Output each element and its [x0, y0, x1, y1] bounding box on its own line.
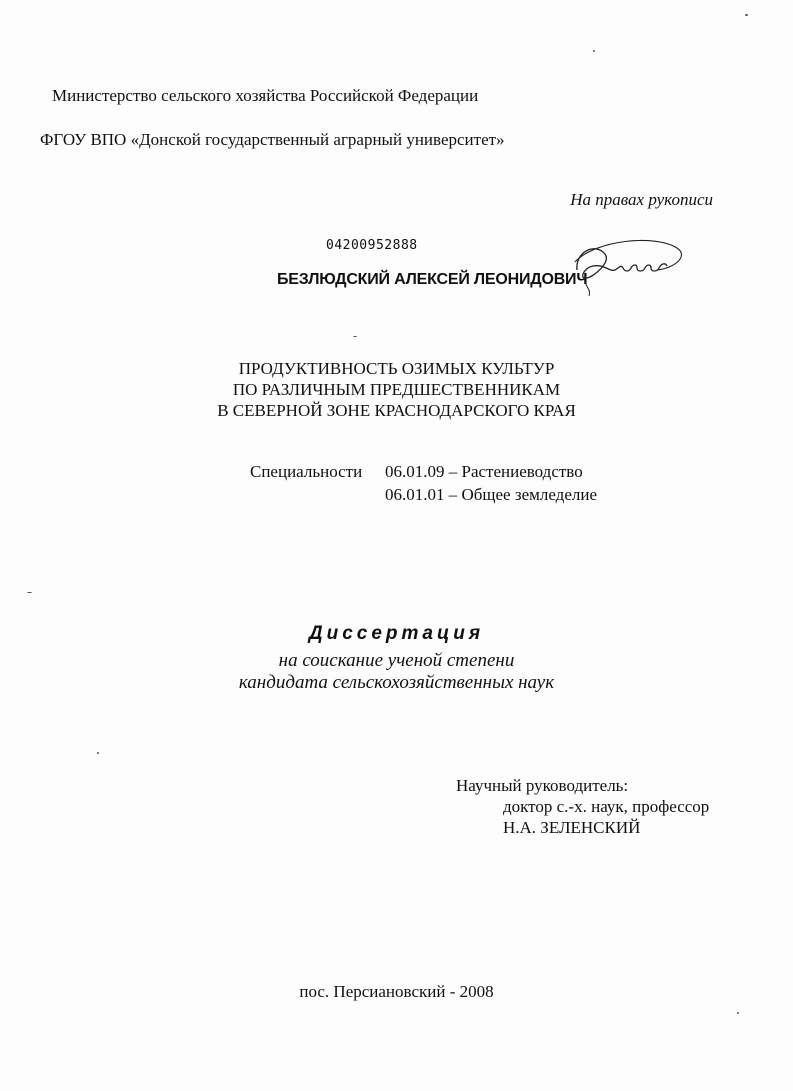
stamp-number: 04200952888	[326, 238, 418, 253]
specialty-2: 06.01.01 – Общее земледелие	[385, 485, 598, 504]
author-name: БЕЗЛЮДСКИЙ АЛЕКСЕЙ ЛЕОНИДОВИЧ	[277, 271, 588, 288]
place-year: пос. Персиановский - 2008	[299, 982, 494, 1001]
degree-line-1: на соискание ученой степени	[278, 650, 515, 671]
ministry-heading: Министерство сельского хозяйства Российской Федерации	[52, 86, 479, 105]
scan-speck	[27, 592, 32, 593]
degree-line-2: кандидата сельскохозяйственных наук	[238, 672, 555, 693]
scan-speck	[97, 752, 99, 754]
scan-speck	[353, 336, 357, 337]
signature-image	[565, 232, 695, 302]
dissertation-heading: Диссертация	[308, 623, 485, 644]
scan-speck	[745, 14, 748, 16]
specialty-1: 06.01.09 – Растениеводство	[385, 462, 583, 481]
manuscript-note: На правах рукописи	[570, 190, 713, 209]
topic-line-1: ПРОДУКТИВНОСТЬ ОЗИМЫХ КУЛЬТУР	[238, 359, 555, 378]
supervisor-label: Научный руководитель:	[456, 776, 629, 795]
supervisor-name: Н.А. ЗЕЛЕНСКИЙ	[503, 818, 641, 837]
specialty-label: Специальности	[250, 462, 363, 481]
topic-line-2: ПО РАЗЛИЧНЫМ ПРЕДШЕСТВЕННИКАМ	[232, 380, 561, 399]
dissertation-topic	[0, 358, 793, 421]
supervisor-degree: доктор с.-х. наук, профессор	[503, 797, 710, 816]
scan-speck	[593, 50, 595, 52]
university-heading: ФГОУ ВПО «Донской государственный аграрный университет»	[40, 130, 505, 149]
scan-speck	[737, 1012, 739, 1014]
topic-line-3: В СЕВЕРНОЙ ЗОНЕ КРАСНОДАРСКОГО КРАЯ	[217, 401, 576, 420]
